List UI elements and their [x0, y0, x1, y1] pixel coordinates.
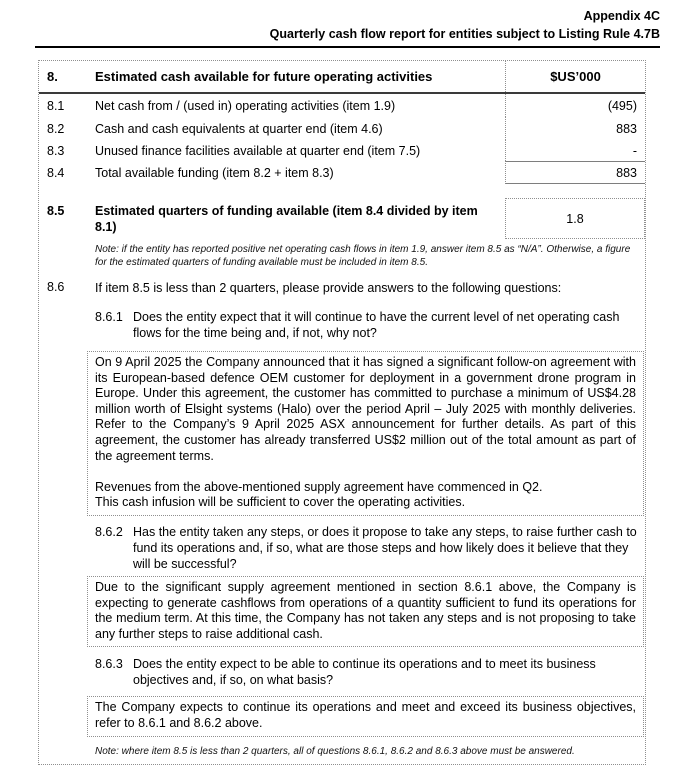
page-header: [0, 0, 690, 43]
item-number: 8.2: [47, 121, 65, 136]
answer-paragraph: Revenues from the above-mentioned supply agreement have commenced in Q2.: [95, 479, 543, 494]
answer-box-8-6-3: [87, 696, 644, 736]
question-8-6-2: [95, 524, 645, 572]
answer-paragraph: The Company expects to continue its operations and meet and exceed its business objectives, refer to 8.6.1 and 8.6.2 above.: [95, 700, 636, 730]
row-spacer: [39, 184, 645, 198]
item-value: -: [505, 140, 645, 161]
section-8-6: [39, 275, 645, 764]
question-number: 8.6.2: [95, 524, 123, 539]
item-number: 8.5: [47, 204, 65, 218]
section-title: Estimated cash available for future operating activities: [95, 69, 433, 84]
question-number: 8.6.1: [95, 310, 123, 324]
item-label: Cash and cash equivalents at quarter end (item 4.6): [95, 121, 383, 136]
section-8-6-content: [95, 275, 645, 758]
item-number: 8.1: [47, 98, 65, 113]
question-number: 8.6.3: [95, 657, 123, 672]
answer-paragraph: On 9 April 2025 the Company announced that it has signed a significant follow-on agreement with its European-based defence OEM customer for deployment in a government drone program in Europe. Under this agreement, the customer has committed to purchase a minimum of US$4.28 million worth of Elsight systems (Halo) over the period April – July 2025 with monthly deliveries. Refer to the Company’s 9 April 2025 ASX announcement for further details. As part of this agreement, the customer has already transferred US$2 million out of the total amount as part of the agreement terms.: [95, 355, 636, 463]
item-number: 8.4: [47, 165, 65, 180]
question-8-6-1: [95, 309, 645, 341]
question-text: Does the entity expect to be able to continue its operations and to meet its business objectives and, if so, on what basis?: [133, 657, 596, 688]
table-row: [39, 94, 645, 117]
item-label: Unused finance facilities available at quarter end (item 7.5): [95, 143, 421, 158]
currency-header: $US’000: [505, 61, 645, 92]
table-row-estimated-quarters: [39, 198, 645, 239]
table-row-total: [39, 161, 645, 184]
item-number: 8.6: [47, 280, 65, 294]
item-value: (495): [505, 94, 645, 117]
item-number: 8.3: [47, 143, 65, 158]
answer-box-8-6-2: [87, 576, 644, 647]
note-row: [39, 239, 645, 275]
answer-paragraph: This cash infusion will be sufficient to cover the operating activities.: [95, 495, 466, 510]
table-row: [39, 140, 645, 161]
cash-available-table: [38, 60, 646, 765]
note-8-6: Note: where item 8.5 is less than 2 quarters, all of questions 8.6.1, 8.6.2 and 8.6.3 above must be answered.: [95, 745, 575, 757]
section-number: 8.: [47, 69, 58, 84]
note-number-spacer: [39, 239, 95, 275]
item-label: Net cash from / (used in) operating activities (item 1.9): [95, 98, 396, 113]
item-value-total: 883: [505, 161, 645, 184]
appendix-title: Appendix 4C: [583, 9, 660, 23]
report-title: Quarterly cash flow report for entities subject to Listing Rule 4.7B: [269, 27, 660, 41]
section-8-6-lead: If item 8.5 is less than 2 quarters, please provide answers to the following questions:: [95, 281, 562, 295]
question-8-6-3: [95, 656, 645, 688]
header-rule: [35, 46, 660, 48]
item-value: 883: [505, 117, 645, 140]
note-8-5: Note: if the entity has reported positive net operating cash flows in item 1.9, answer item 8.5 as “N/A”. Otherwise, a figure for the estimated quarters of funding available must be included in item 8.5.: [95, 244, 631, 268]
table-row: [39, 117, 645, 140]
answer-paragraph: Due to the significant supply agreement mentioned in section 8.6.1 above, the Company is expecting to generate cashflows from operations of a quantity sufficient to fund its operations for the medium term. At this time, the Company has not taken any steps and is not proposing to take any further steps to raise additional cash.: [95, 579, 636, 641]
question-text: Does the entity expect that it will continue to have the current level of net operating cash flows for the time being and, if not, why not?: [133, 310, 620, 340]
item-label: Estimated quarters of funding available (item 8.4 divided by item 8.1): [95, 204, 478, 234]
answer-box-8-6-1: [87, 351, 644, 516]
table-header-row: [39, 61, 645, 94]
item-value-boxed: 1.8: [505, 198, 645, 239]
item-label: Total available funding (item 8.2 + item 8.3): [95, 165, 334, 180]
question-text: Has the entity taken any steps, or does it propose to take any steps, to raise further cash to fund its operations and, if so, what are those steps and how likely does it believe that they will be successful?: [133, 524, 637, 571]
